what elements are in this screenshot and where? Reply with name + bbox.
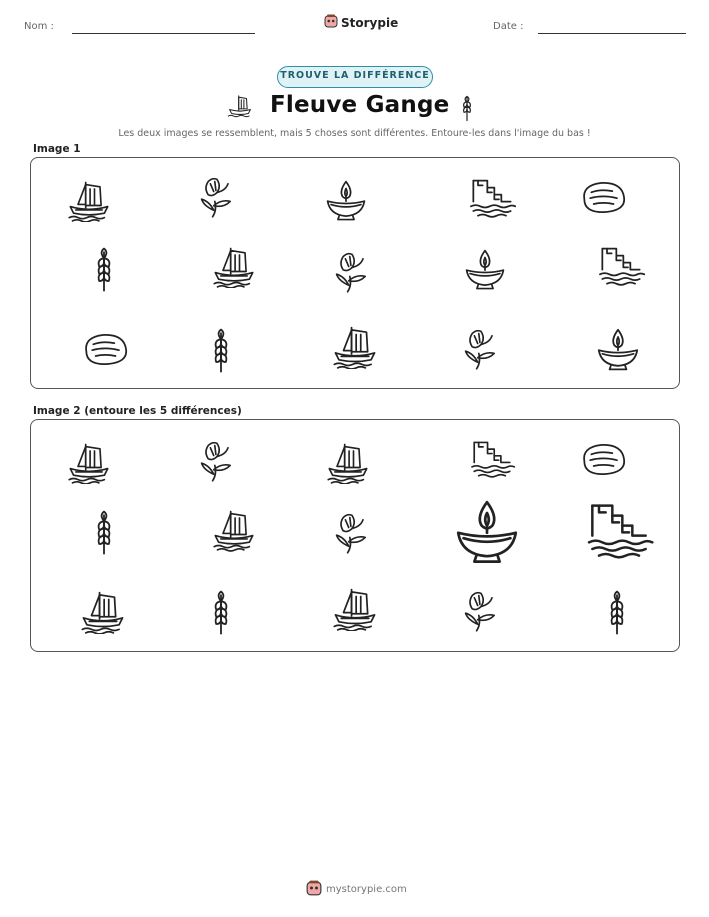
wheat-icon (605, 588, 629, 636)
wheat-icon (92, 245, 116, 293)
date-label: Date : (493, 21, 524, 32)
activity-badge: TROUVE LA DIFFÉRENCE (277, 66, 433, 88)
diya-lamp-icon (451, 495, 523, 567)
storypie-mascot-icon (324, 14, 338, 31)
flower-icon (459, 587, 503, 635)
panel2-label: Image 2 (entoure les 5 différences) (33, 405, 242, 417)
wheat-icon (92, 508, 116, 556)
ghat-steps-icon (468, 176, 516, 218)
ghat-steps-icon (584, 499, 654, 559)
flower-icon (330, 248, 374, 296)
name-label: Nom : (24, 21, 54, 32)
river-stone-icon (577, 438, 629, 480)
brand-logo (324, 14, 398, 31)
name-line[interactable] (72, 33, 255, 34)
boat-icon (67, 178, 111, 222)
ghat-steps-icon (468, 438, 516, 478)
diya-lamp-icon (323, 177, 369, 223)
boat-icon (332, 323, 378, 369)
wheat-icon (209, 326, 233, 374)
flower-icon (195, 438, 239, 484)
ghat-steps-icon (597, 244, 645, 286)
river-stone-icon (577, 176, 629, 218)
panel1-label: Image 1 (33, 143, 81, 155)
title-boat-icon (227, 92, 253, 122)
date-line[interactable] (538, 33, 686, 34)
flower-icon (330, 509, 374, 557)
flower-icon (195, 175, 239, 219)
brand-name: Storypie (341, 15, 399, 30)
page-title: Fleuve Gange (270, 92, 450, 118)
instructions-text: Les deux images se ressemblent, mais 5 choses sont différentes. Entoure-les dans l'image du bas ! (118, 128, 591, 139)
title-wheat-icon (458, 92, 476, 126)
boat-icon (332, 585, 378, 631)
boat-icon (212, 244, 256, 288)
diya-lamp-icon (462, 246, 508, 292)
boat-icon (325, 440, 371, 484)
footer-site-link[interactable]: mystorypie.com (326, 884, 407, 895)
boat-icon (67, 440, 111, 484)
diya-lamp-icon (594, 325, 642, 373)
footer (306, 880, 407, 899)
wheat-icon (209, 588, 233, 636)
flower-icon (459, 325, 503, 373)
boat-icon (212, 506, 256, 552)
storypie-mascot-icon (306, 880, 322, 899)
boat-icon (80, 588, 126, 634)
river-stone-icon (79, 328, 131, 370)
